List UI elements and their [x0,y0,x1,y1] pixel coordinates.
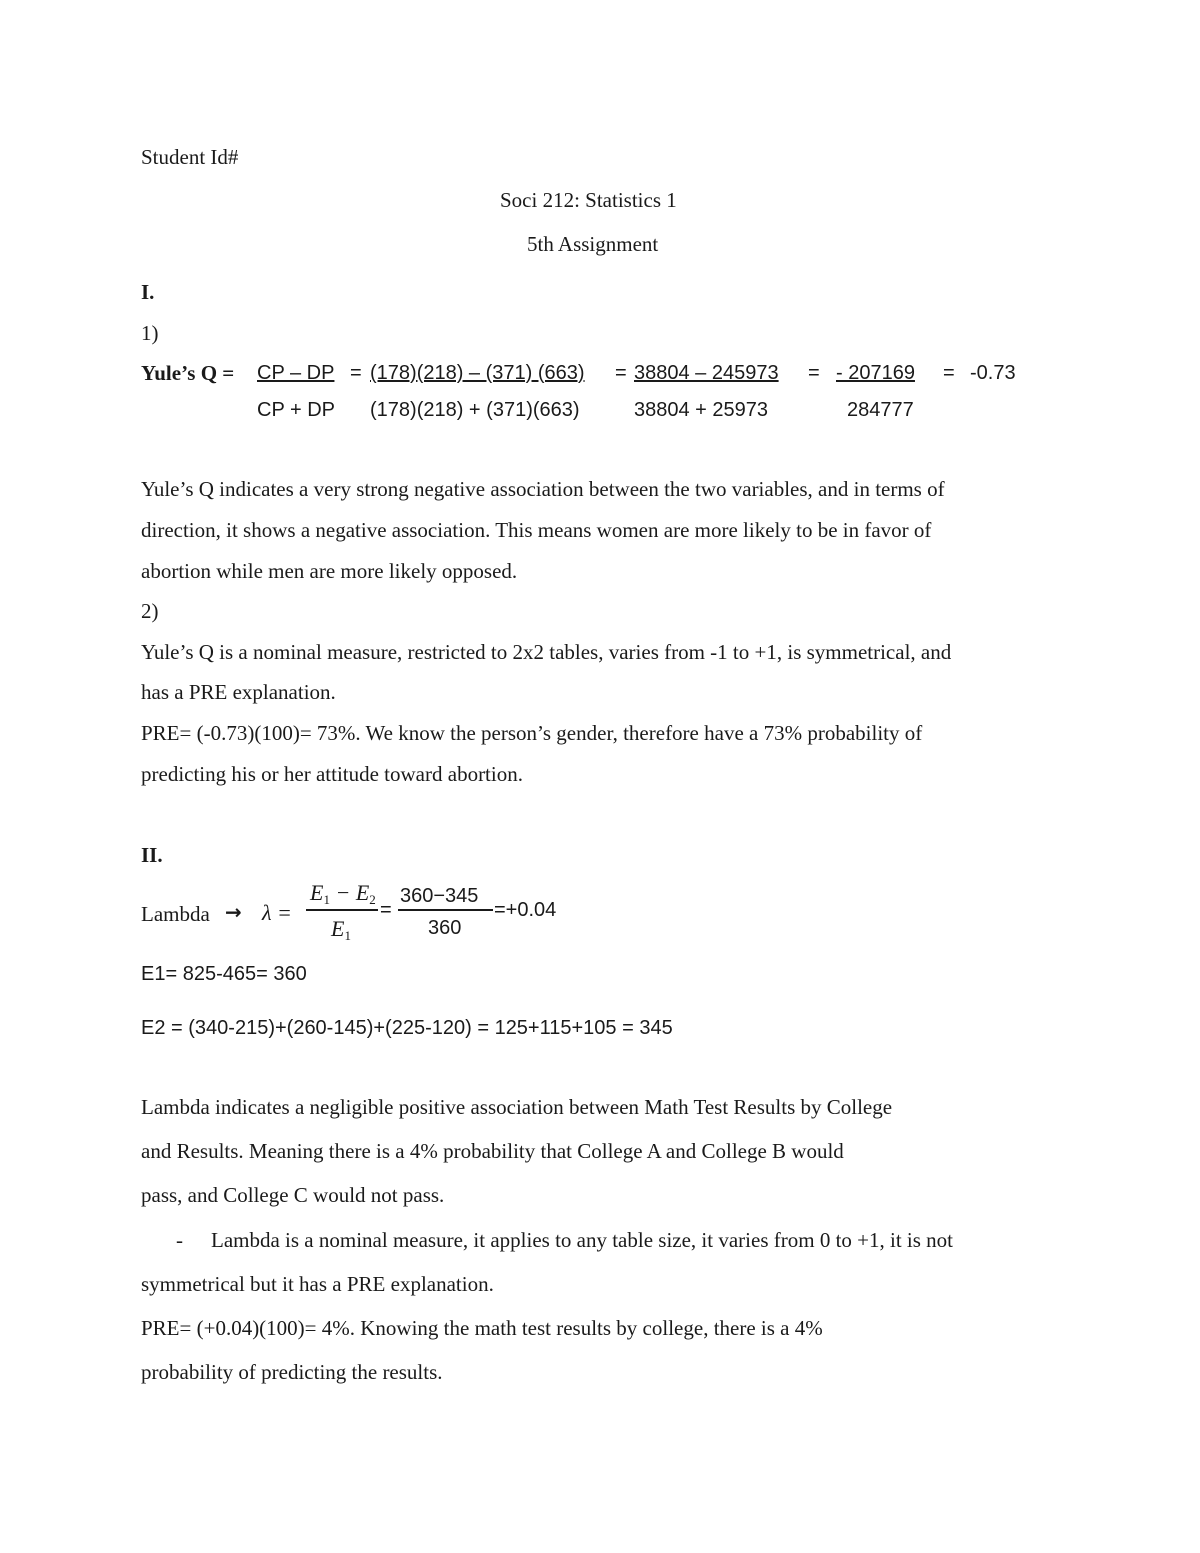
assignment-title: 5th Assignment [527,232,659,256]
formula-numerator-3: 38804 – 245973 [634,362,779,384]
lambda-numerator-1 [310,882,376,906]
lambda-numerator-2: 360−345 [400,885,479,907]
formula-denominator-4: 284777 [847,399,914,421]
e1-denominator-subscript: 1 [344,928,351,943]
e1-subscript: 1 [323,892,330,907]
e1-denominator-symbol: E [331,916,345,941]
lambda-result: =+0.04 [494,899,557,921]
bullet-dash: - [176,1228,183,1252]
fraction-bar-1 [306,909,378,911]
question-2-label: 2) [141,599,159,623]
lambda-paragraph-2-line-1: symmetrical but it has a PRE explanation. [141,1272,494,1296]
arrow-right-icon: → [225,900,242,924]
fraction-bar-2 [398,909,493,911]
lambda-paragraph-line-3: pass, and College C would not pass. [141,1183,445,1207]
formula-numerator-2: (178)(218) – (371) (663) [370,362,585,384]
formula-denominator-2: (178)(218) + (371)(663) [370,399,580,421]
lambda-denominator-1 [331,918,351,942]
formula-numerator-1: CP – DP [257,362,335,384]
formula-equals-3: = [808,362,820,384]
formula-equals-2: = [615,362,627,384]
e2-subscript: 2 [369,892,376,907]
lambda-paragraph-line-2: and Results. Meaning there is a 4% probability that College A and College B would [141,1139,844,1163]
lambda-denominator-2: 360 [428,917,462,939]
section-1-heading: I. [141,280,155,304]
lambda-equals-1: = [380,899,392,921]
formula-denominator-1: CP + DP [257,399,335,421]
question-1-label: 1) [141,321,159,345]
lambda-symbol: λ = [262,900,292,925]
yules-q-label: Yule’s Q = [141,361,235,385]
e2-symbol: E [355,880,370,905]
formula-denominator-3: 38804 + 25973 [634,399,769,421]
paragraph-2-line-4: predicting his or her attitude toward abortion. [141,762,523,786]
section-2-heading: II. [141,843,163,867]
paragraph-1-line-2: direction, it shows a negative association. This means women are more likely to be in favor of [141,518,932,542]
paragraph-1-line-3: abortion while men are more likely opposed. [141,559,518,583]
e1-calculation: E1= 825-465= 360 [141,963,307,985]
e2-calculation: E2 = (340-215)+(260-145)+(225-120) = 125+115+105 = 345 [141,1017,673,1039]
paragraph-2-line-3: PRE= (-0.73)(100)= 73%. We know the person’s gender, therefore have a 73% probability of [141,721,923,745]
minus-operator: − [329,880,356,905]
lambda-paragraph-2-line-2: PRE= (+0.04)(100)= 4%. Knowing the math test results by college, there is a 4% [141,1316,823,1340]
lambda-label: Lambda [141,902,210,926]
e1-symbol: E [310,880,324,905]
formula-numerator-4: - 207169 [836,362,915,384]
formula-equals-1: = [350,362,362,384]
paragraph-1-line-1: Yule’s Q indicates a very strong negative association between the two variables, and in terms of [141,477,945,501]
course-title: Soci 212: Statistics 1 [500,188,677,212]
yules-q-result: -0.73 [970,362,1016,384]
paragraph-2-line-1: Yule’s Q is a nominal measure, restricted to 2x2 tables, varies from -1 to +1, is symmetrical, and [141,640,952,664]
bullet-text: Lambda is a nominal measure, it applies to any table size, it varies from 0 to +1, it is not [211,1228,954,1252]
formula-equals-4: = [943,362,955,384]
student-id-label: Student Id# [141,145,239,169]
lambda-paragraph-line-1: Lambda indicates a negligible positive association between Math Test Results by College [141,1095,893,1119]
lambda-paragraph-2-line-3: probability of predicting the results. [141,1360,443,1384]
paragraph-2-line-2: has a PRE explanation. [141,680,336,704]
